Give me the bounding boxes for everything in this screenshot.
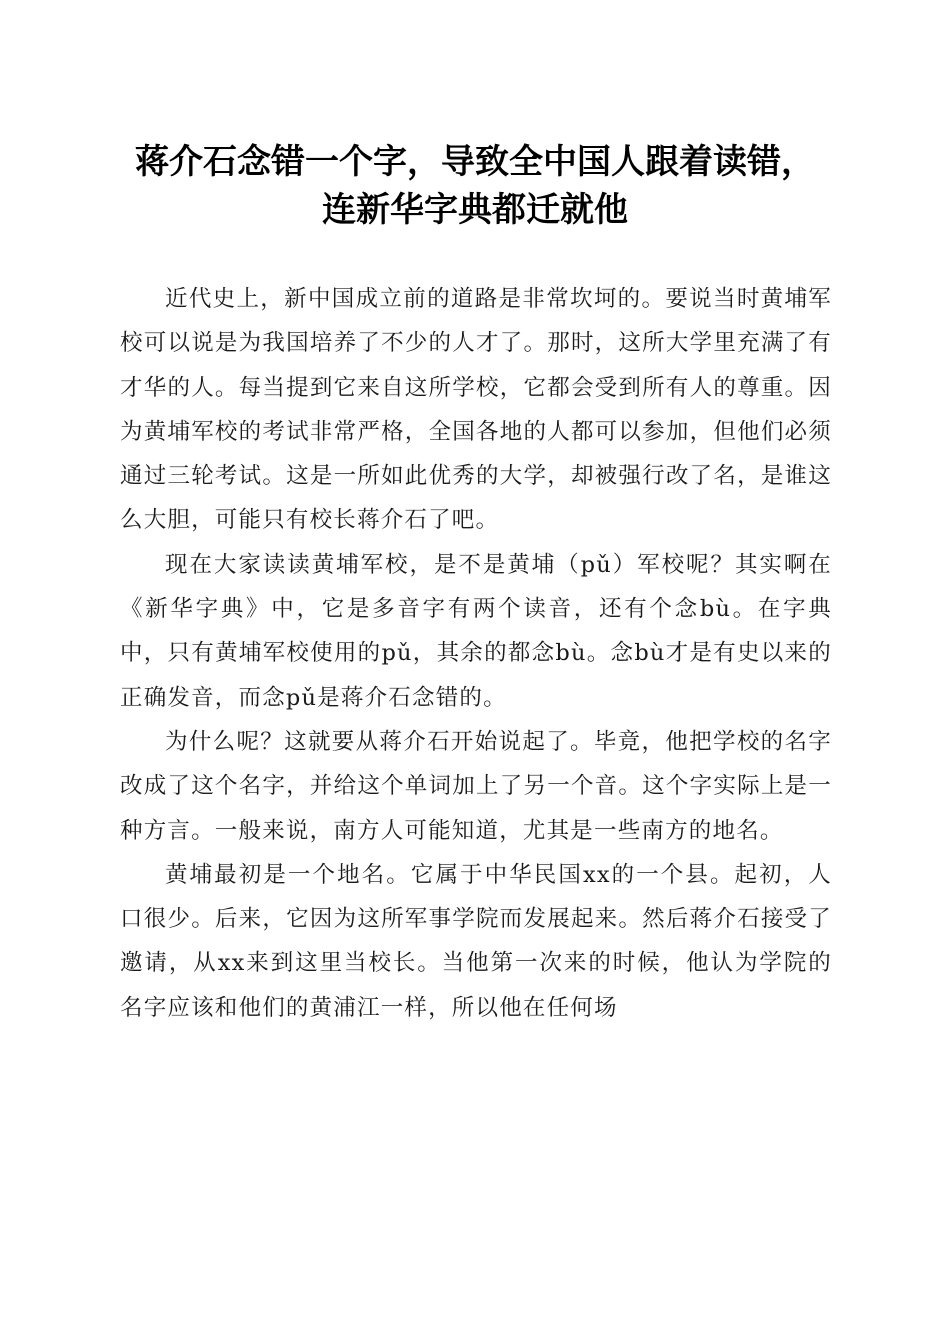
title-line-1: 蒋介石念错一个字，导致全中国人跟着读错， xyxy=(135,142,815,182)
paragraph-2: 现在大家读读黄埔军校，是不是黄埔（pǔ）军校呢？其实啊在《新华字典》中，它是多音字有两个读音，还有个念bù。在字典中，只有黄埔军校使用的pǔ，其余的都念bù。念bù才是有史以来的正确发音，而念pǔ是蒋介石念错的。 xyxy=(120,551,832,711)
paragraph-3: 为什么呢？这就要从蒋介石开始说起了。毕竟，他把学校的名字改成了这个名字，并给这个单词加上了另一个音。这个字实际上是一种方言。一般来说，南方人可能知道，尤其是一些南方的地名。 xyxy=(120,728,832,844)
page-title xyxy=(100,138,850,234)
paragraph-1: 近代史上，新中国成立前的道路是非常坎坷的。要说当时黄埔军校可以说是为我国培养了不少的人才了。那时，这所大学里充满了有才华的人。每当提到它来自这所学校，它都会受到所有人的尊重。因为黄埔军校的考试非常严格，全国各地的人都可以参加，但他们必须通过三轮考试。这是一所如此优秀的大学，却被强行改了名，是谁这么大胆，可能只有校长蒋介石了吧。 xyxy=(120,286,832,534)
paragraph-4: 黄埔最初是一个地名。它属于中华民国xx的一个县。起初，人口很少。后来，它因为这所军事学院而发展起来。然后蒋介石接受了邀请，从xx来到这里当校长。当他第一次来的时候，他认为学院的名字应该和他们的黄浦江一样，所以他在任何场 xyxy=(120,861,832,1021)
title-line-2: 连新华字典都迁就他 xyxy=(322,190,628,230)
article-body xyxy=(120,277,832,1030)
